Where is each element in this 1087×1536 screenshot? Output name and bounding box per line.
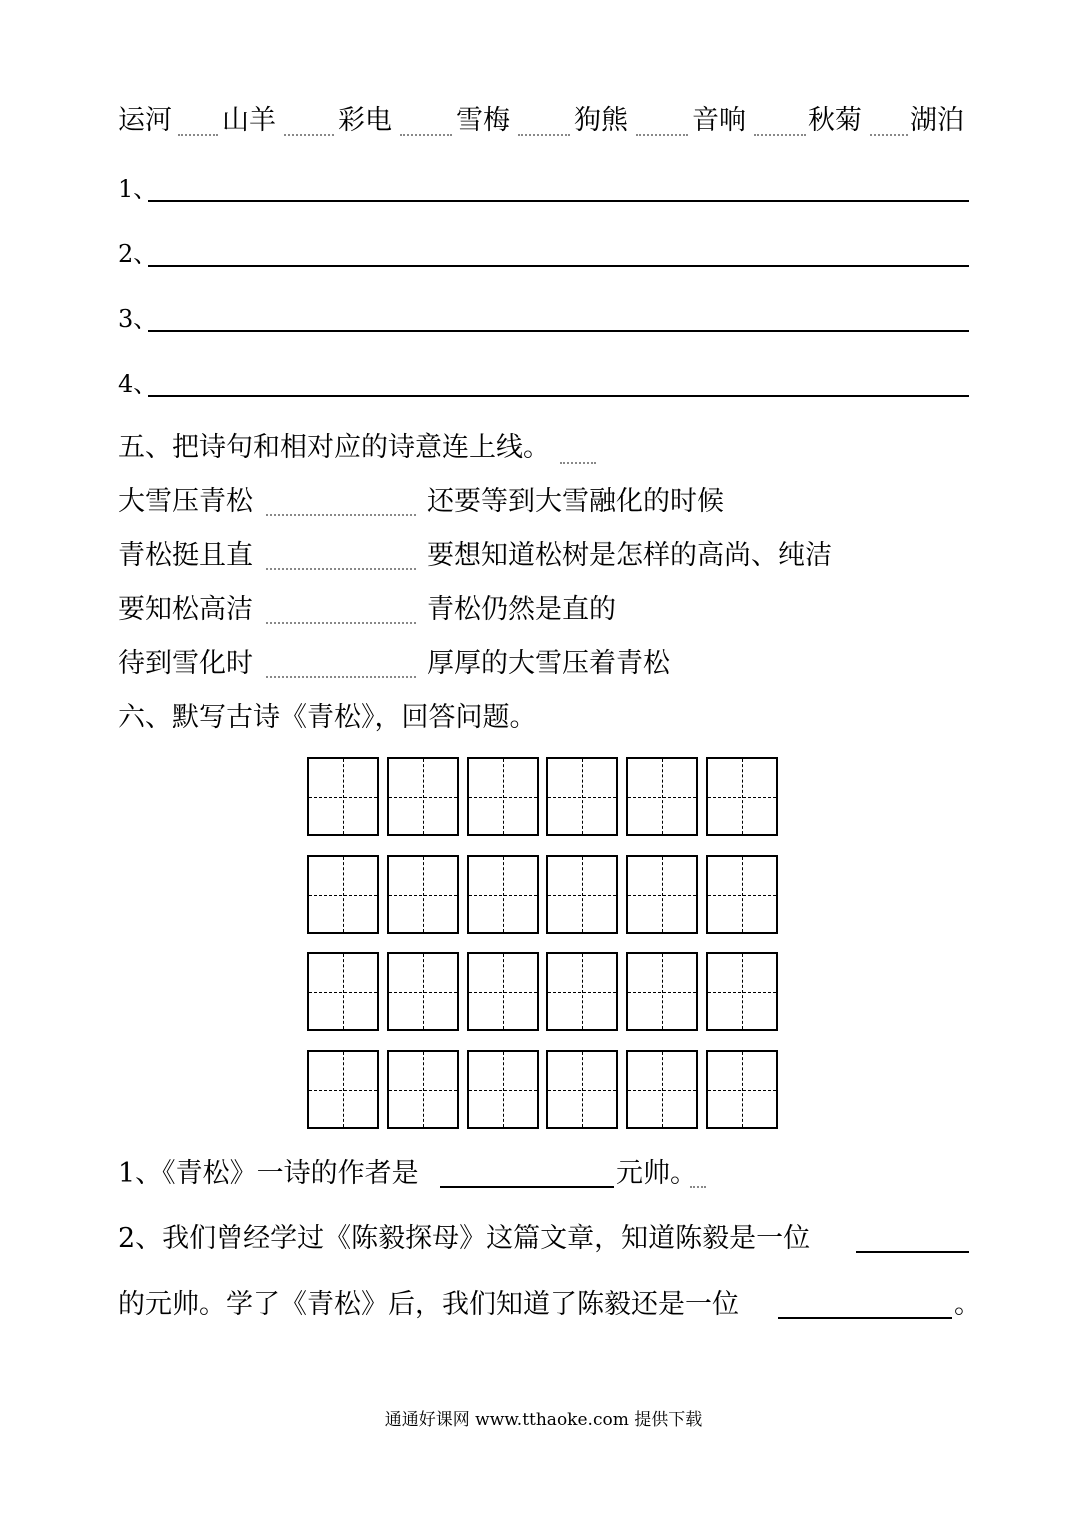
poem-line[interactable]: 大雪压青松 [118, 486, 253, 517]
answer-line-4[interactable] [118, 367, 969, 401]
writing-cell[interactable] [546, 1050, 618, 1129]
writing-cell[interactable] [626, 1050, 698, 1129]
dotted-leader [284, 134, 334, 136]
answer-line-1[interactable] [118, 172, 969, 206]
writing-cell[interactable] [307, 757, 379, 836]
answer-underline [148, 200, 969, 202]
writing-cell[interactable] [467, 1050, 539, 1129]
dotted-leader [400, 134, 452, 136]
dotted-leader [754, 134, 806, 136]
writing-cell[interactable] [387, 1050, 459, 1129]
answer-number: 1、 [118, 175, 158, 203]
writing-cell[interactable] [467, 855, 539, 934]
writing-cell[interactable] [626, 757, 698, 836]
poem-meaning[interactable]: 还要等到大雪融化的时候 [427, 486, 724, 517]
writing-cell[interactable] [706, 757, 778, 836]
dotted-leader [636, 134, 688, 136]
writing-cell[interactable] [307, 1050, 379, 1129]
dotted-leader [266, 568, 416, 570]
poem-meaning[interactable]: 青松仍然是直的 [427, 594, 616, 625]
word-bank-item: 音响 [692, 105, 746, 136]
dotted-leader [178, 134, 218, 136]
word-bank-item: 雪梅 [456, 105, 510, 136]
dotted-leader [870, 134, 908, 136]
writing-cell[interactable] [467, 952, 539, 1031]
writing-cell[interactable] [387, 952, 459, 1031]
dotted-leader [266, 676, 416, 678]
writing-cell[interactable] [387, 757, 459, 836]
question-2-text-line2: 的元帅。学了《青松》后，我们知道了陈毅还是一位 [118, 1289, 739, 1320]
word-bank-item: 山羊 [222, 105, 276, 136]
question-2-text: 2、我们曾经学过《陈毅探母》这篇文章，知道陈毅是一位 [118, 1223, 811, 1254]
answer-underline [148, 330, 969, 332]
section-5-title: 五、把诗句和相对应的诗意连上线。 [118, 432, 550, 463]
writing-cell[interactable] [546, 952, 618, 1031]
poem-meaning[interactable]: 要想知道松树是怎样的高尚、纯洁 [427, 540, 832, 571]
word-bank-item: 秋菊 [808, 105, 862, 136]
writing-cell[interactable] [706, 952, 778, 1031]
answer-number: 3、 [118, 305, 158, 333]
writing-cell[interactable] [387, 855, 459, 934]
writing-cell[interactable] [626, 855, 698, 934]
word-bank-item: 运河 [118, 105, 172, 136]
poem-line[interactable]: 青松挺且直 [118, 540, 253, 571]
question-2-suffix: 。 [954, 1289, 981, 1320]
answer-underline [148, 395, 969, 397]
question-1-text: 1、《青松》一诗的作者是 [118, 1158, 419, 1189]
question-2-blank-1[interactable] [856, 1251, 969, 1253]
word-bank-item: 狗熊 [574, 105, 628, 136]
writing-cell[interactable] [467, 757, 539, 836]
question-1-suffix: 元帅。 [616, 1158, 697, 1189]
section-6-title: 六、默写古诗《青松》，回答问题。 [118, 702, 537, 733]
writing-cell[interactable] [706, 1050, 778, 1129]
answer-underline [148, 265, 969, 267]
dotted-leader [266, 622, 416, 624]
poem-meaning[interactable]: 厚厚的大雪压着青松 [427, 648, 670, 679]
answer-line-2[interactable] [118, 237, 969, 271]
dotted-leader [518, 134, 570, 136]
question-2-blank-2[interactable] [778, 1317, 952, 1319]
writing-cell[interactable] [307, 952, 379, 1031]
word-bank-item: 彩电 [338, 105, 392, 136]
writing-cell[interactable] [307, 855, 379, 934]
writing-cell[interactable] [706, 855, 778, 934]
writing-cell[interactable] [626, 952, 698, 1031]
writing-cell[interactable] [546, 855, 618, 934]
answer-number: 2、 [118, 240, 158, 268]
page-footer: 通通好课网 www.tthaoke.com 提供下载 [384, 1410, 703, 1430]
word-bank-item: 湖泊 [910, 105, 964, 136]
dotted-leader [560, 462, 596, 464]
writing-cell[interactable] [546, 757, 618, 836]
answer-number: 4、 [118, 370, 158, 398]
poem-line[interactable]: 要知松高洁 [118, 594, 253, 625]
poem-line[interactable]: 待到雪化时 [118, 648, 253, 679]
dotted-leader [266, 514, 416, 516]
answer-line-3[interactable] [118, 302, 969, 336]
question-1-blank[interactable] [440, 1186, 614, 1188]
dotted-leader [690, 1186, 706, 1188]
